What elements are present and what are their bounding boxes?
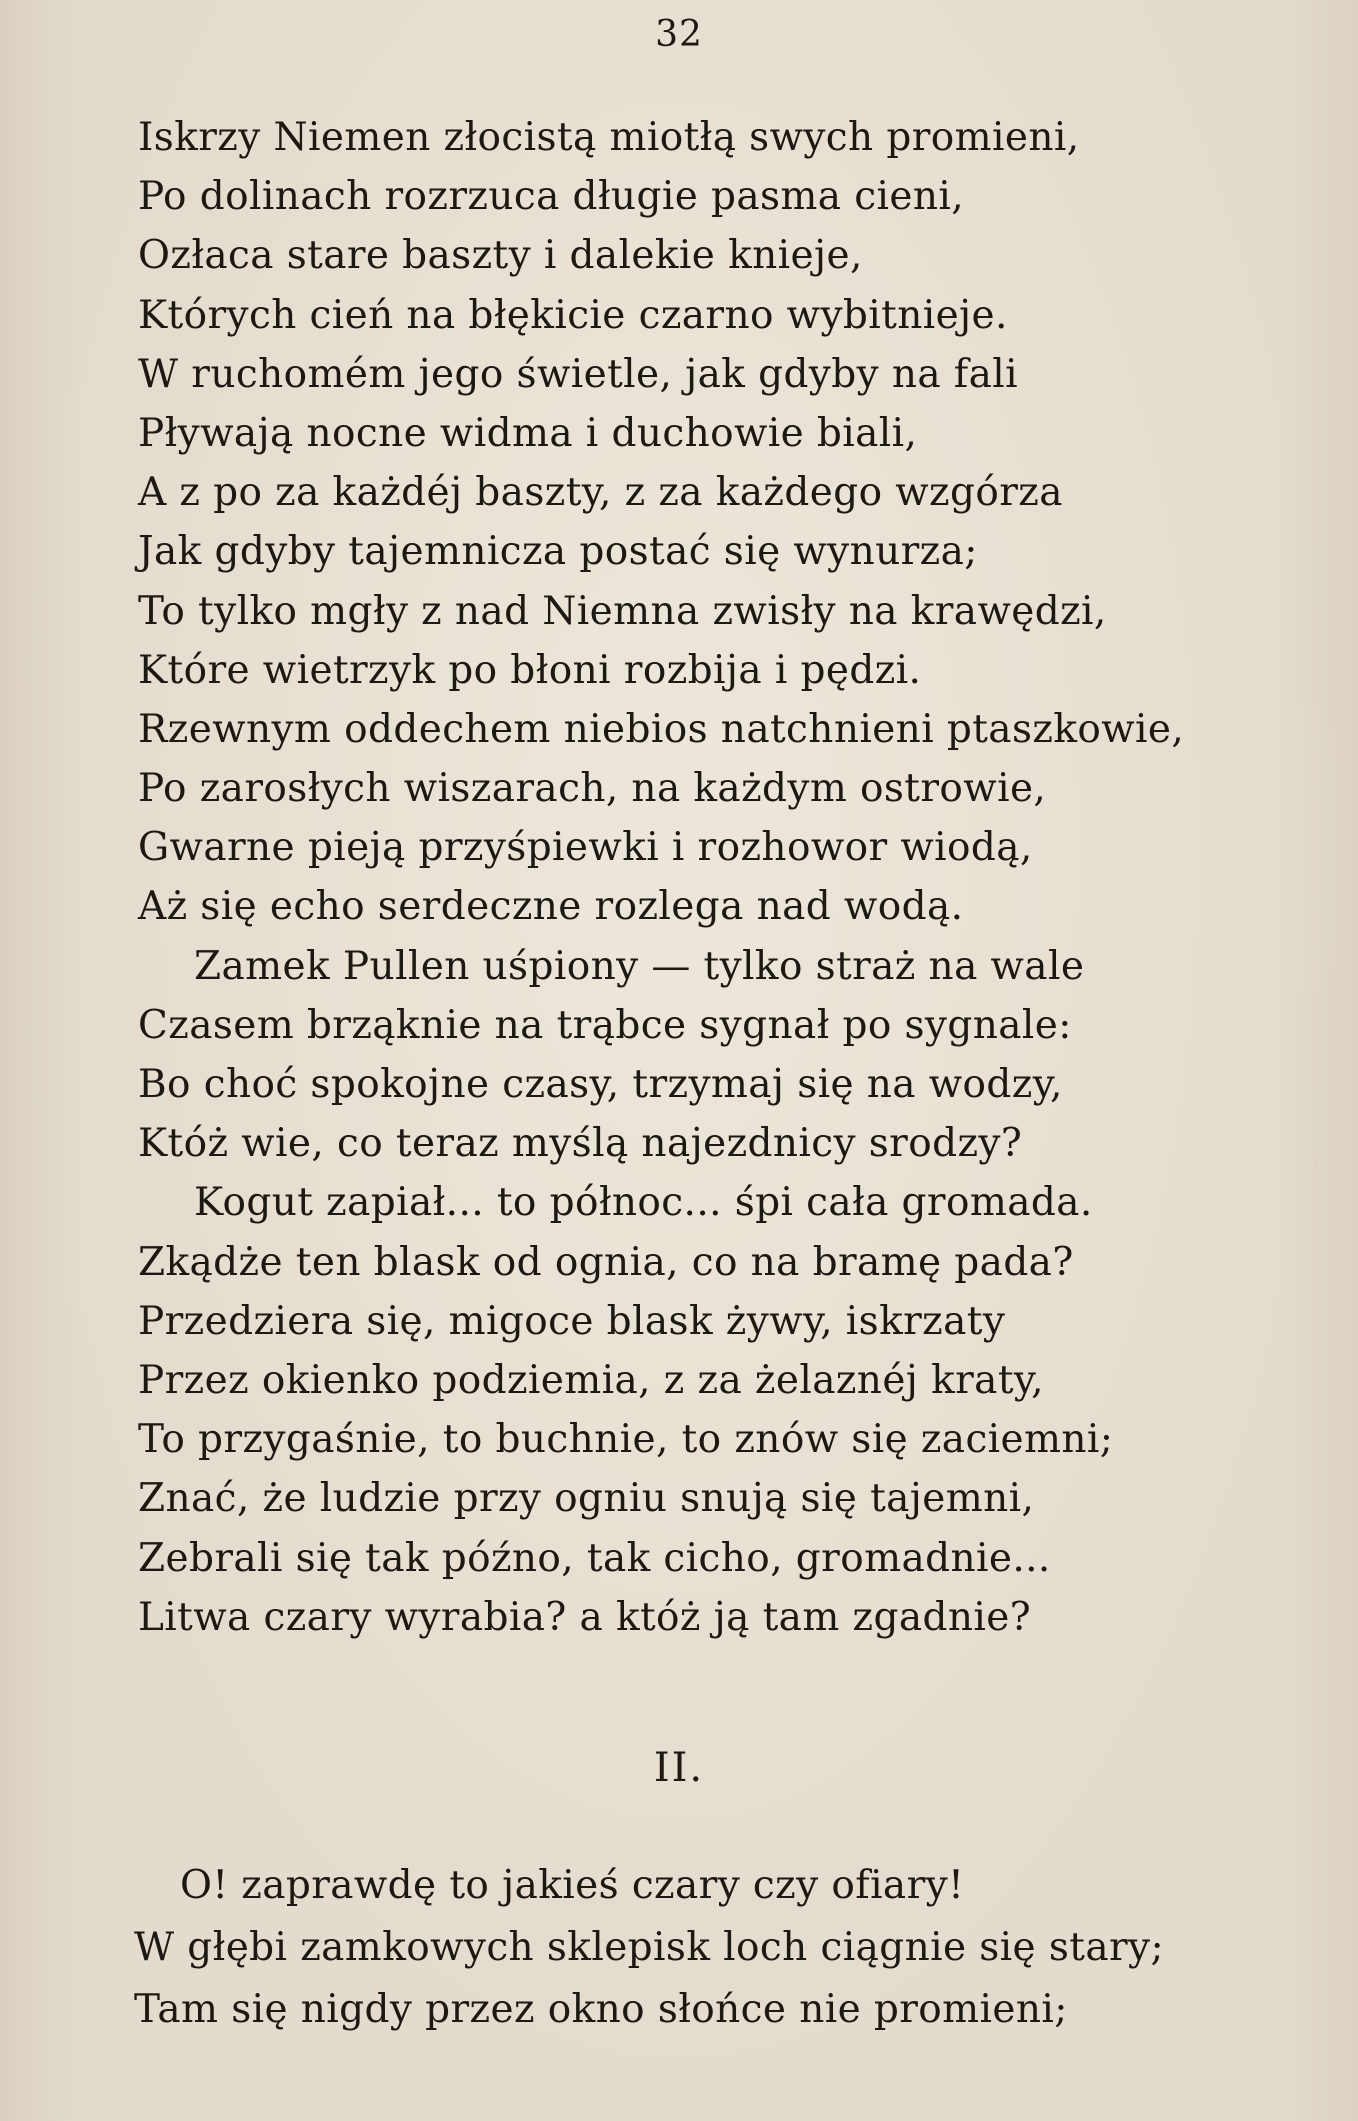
poem-line: Gwarne pieją przyśpiewki i rozhowor wiodą,	[138, 825, 1033, 871]
poem-line: W głębi zamkowych sklepisk loch ciągnie się stary;	[134, 1925, 1164, 1970]
page-number: 32	[655, 14, 703, 55]
poem-stanza-1	[0, 108, 1358, 1647]
poem-line: Przedziera się, migoce blask żywy, iskrzaty	[138, 1298, 1006, 1344]
poem-line: Jak gdyby tajemnicza postać się wynurza;	[138, 529, 978, 575]
poem-line: Aż się echo serdeczne rozlega nad wodą.	[138, 884, 964, 930]
poem-line: Po zarosłych wiszarach, na każdym ostrowie,	[138, 766, 1047, 812]
poem-line: Któż wie, co teraz myślą najezdnicy srodzy?	[138, 1121, 1023, 1167]
poem-line: To tylko mgły z nad Niemna zwisły na krawędzi,	[138, 588, 1107, 634]
poem-line: Zebrali się tak późno, tak cicho, gromadnie...	[138, 1535, 1051, 1581]
poem-line: Ozłaca stare baszty i dalekie knieje,	[138, 233, 863, 279]
poem-line: Które wietrzyk po błoni rozbija i pędzi.	[138, 647, 922, 693]
poem-line: W ruchomém jego świetle, jak gdyby na fali	[138, 351, 1019, 397]
poem-line: Znać, że ludzie przy ogniu snują się tajemni,	[138, 1476, 1035, 1522]
poem-line: Tam się nigdy przez okno słońce nie promieni;	[134, 1987, 1068, 2032]
poem-line: A z po za każdéj baszty, z za każdego wzgórza	[138, 470, 1063, 516]
poem-line: Przez okienko podziemia, z za żelaznéj kraty,	[138, 1357, 1044, 1403]
poem-line: Zamek Pullen uśpiony — tylko straż na wale	[194, 943, 1085, 989]
poem-line: O! zaprawdę to jakieś czary czy ofiary!	[180, 1863, 965, 1908]
poem-stanza-2	[0, 1855, 1358, 2041]
poem-line: To przygaśnie, to buchnie, to znów się zaciemni;	[138, 1417, 1114, 1463]
poem-line: Po dolinach rozrzuca długie pasma cieni,	[138, 174, 965, 220]
poem-line: Pływają nocne widma i duchowie biali,	[138, 410, 918, 456]
poem-line: Litwa czary wyrabia? a któż ją tam zgadnie?	[138, 1594, 1032, 1640]
section-heading: II.	[653, 1745, 705, 1791]
poem-line: Czasem brząknie na trąbce sygnał po sygnale:	[138, 1002, 1072, 1048]
poem-line: Bo choć spokojne czasy, trzymaj się na wodzy,	[138, 1062, 1063, 1107]
poem-line: Zkądże ten blask od ognia, co na bramę pada?	[138, 1239, 1074, 1285]
poem-line: Iskrzy Niemen złocistą miotłą swych promieni,	[138, 115, 1080, 160]
poem-line: Których cień na błękicie czarno wybitnieje.	[138, 292, 1008, 338]
poem-line: Kogut zapiał... to północ... śpi cała gromada.	[194, 1180, 1093, 1226]
poem-line: Rzewnym oddechem niebios natchnieni ptaszkowie,	[138, 706, 1185, 752]
